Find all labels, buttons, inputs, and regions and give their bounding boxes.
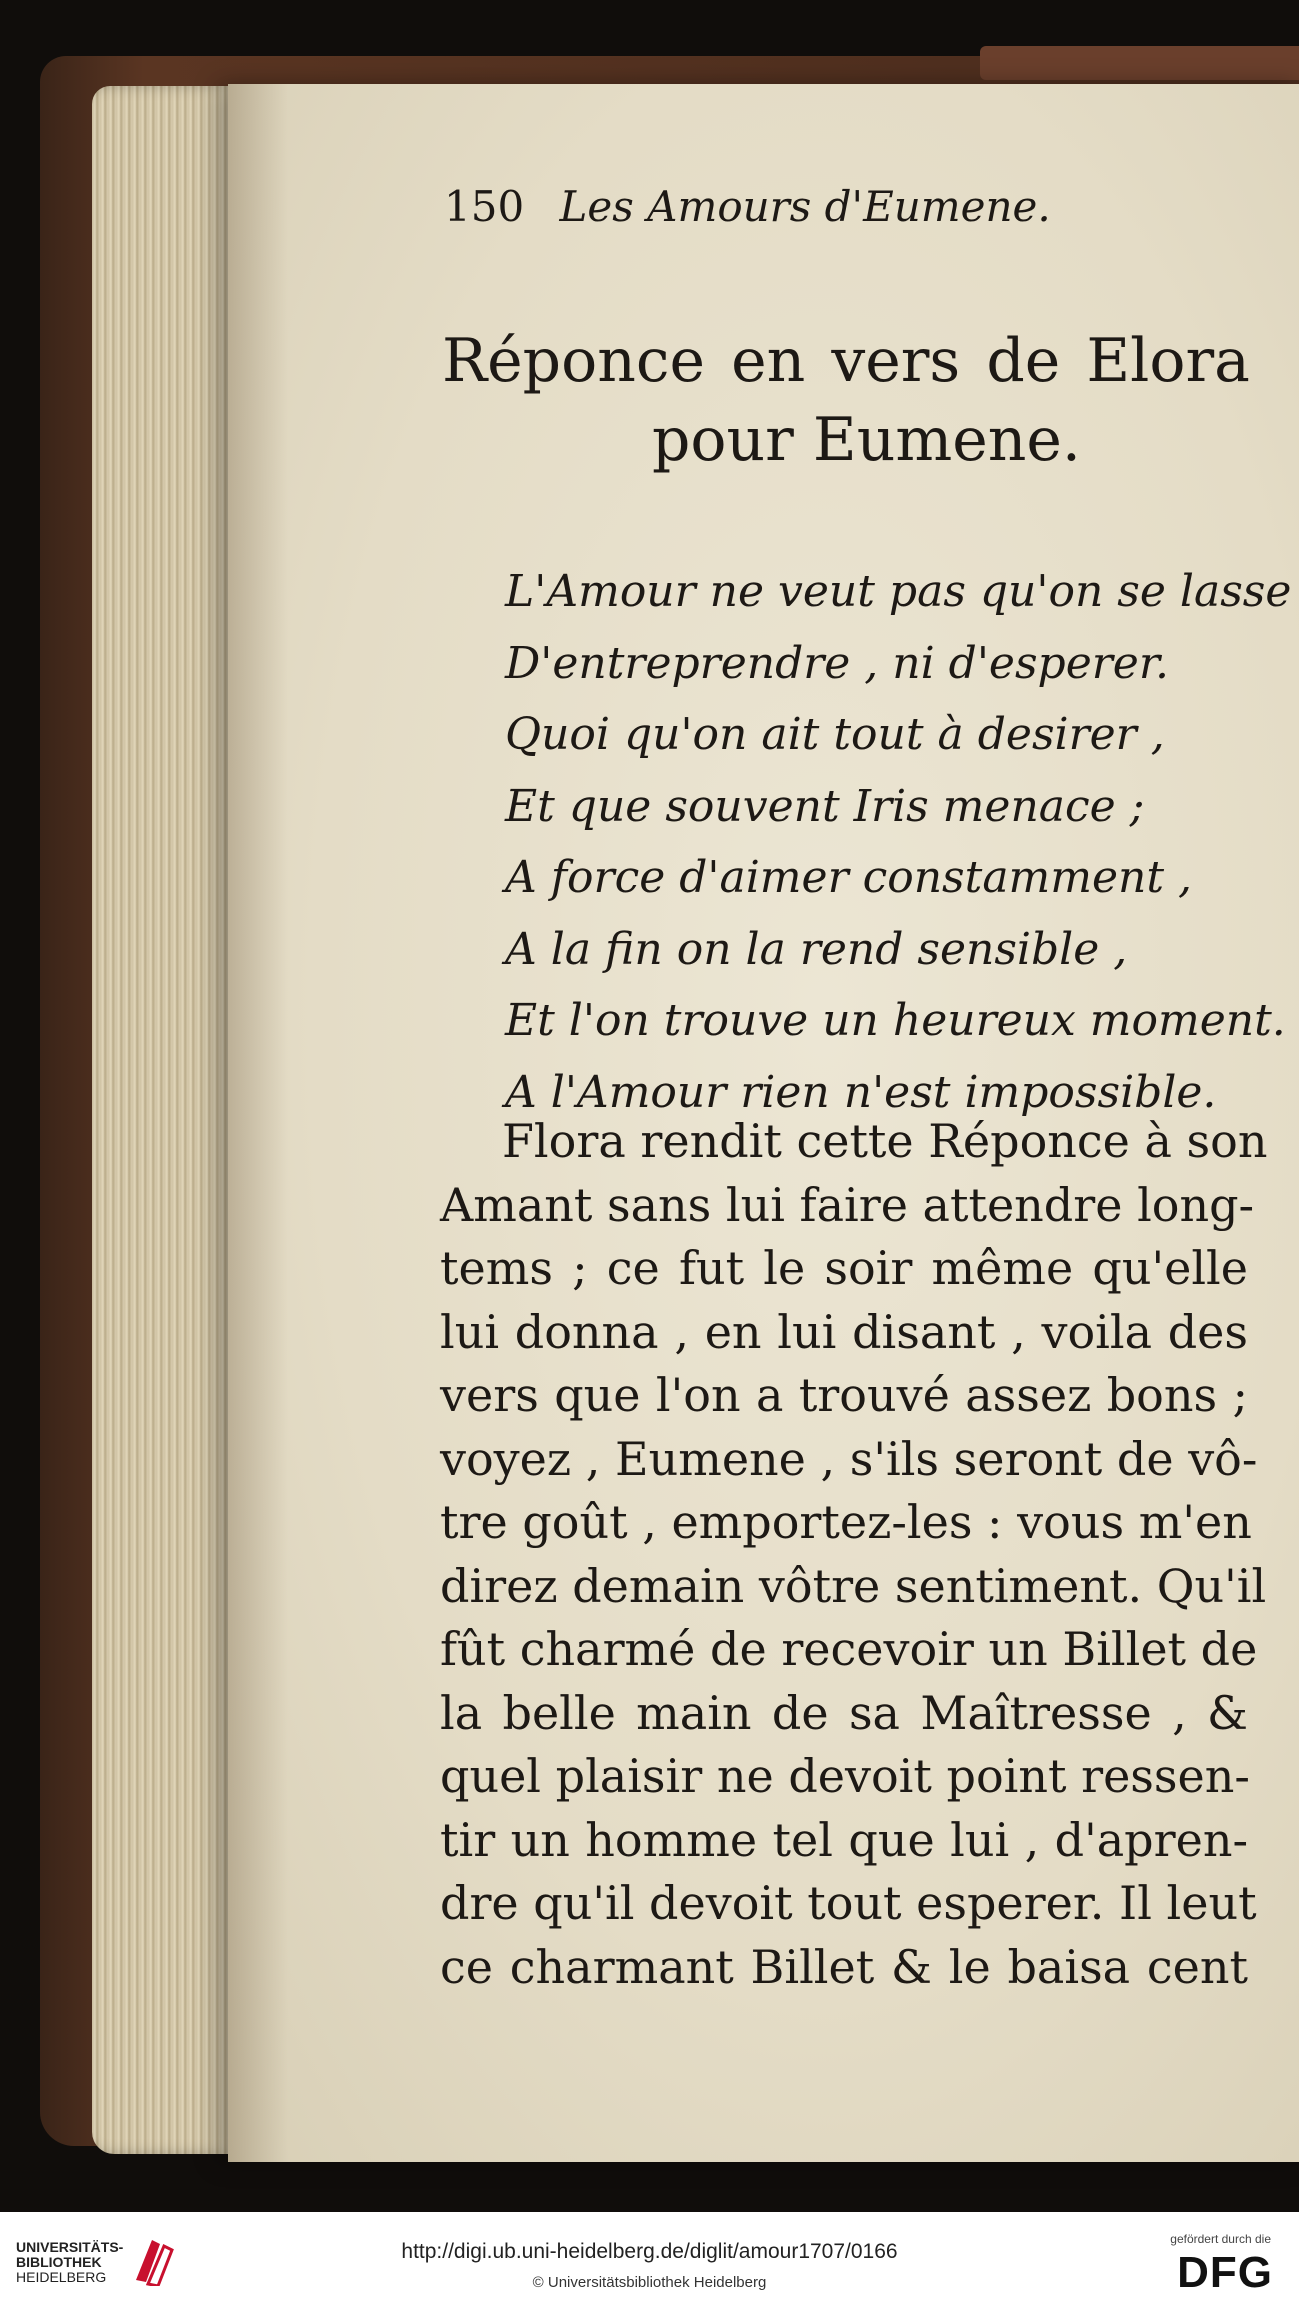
page-gutter-shadow xyxy=(228,84,288,2162)
prose-line: Flora rendit cette Réponce à son xyxy=(502,1114,1268,1168)
prose-line: fût charmé de recevoir un Billet de xyxy=(440,1622,1258,1676)
prose-line: ce charmant Billet & le baisa cent xyxy=(440,1939,1248,1994)
prose-line: quel plaisir ne devoit point ressen- xyxy=(440,1749,1250,1803)
verse-line: Et que souvent Iris menace ; xyxy=(505,780,1145,832)
heading-line-2: pour Eumene. xyxy=(652,405,1081,475)
running-head xyxy=(444,182,1051,231)
heading-word: en xyxy=(731,326,806,396)
verse-line: L'Amour ne veut pas qu'on se lasse xyxy=(505,566,1292,617)
copyright-notice: © Universitätsbibliothek Heidelberg xyxy=(532,2274,767,2291)
dfg-logo: DFG xyxy=(1177,2248,1273,2297)
prose-line: voyez , Eumene , s'ils seront de vô- xyxy=(440,1431,1258,1486)
permalink-url[interactable]: http://digi.ub.uni-heidelberg.de/diglit/amour1707/0166 xyxy=(401,2240,898,2263)
heading-word: de xyxy=(986,326,1061,396)
verse-line: Et l'on trouve un heureux moment. xyxy=(505,995,1286,1046)
verse-line: D'entreprendre , ni d'esperer. xyxy=(505,637,1170,689)
prose-line: tir un homme tel que lui , d'apren- xyxy=(440,1812,1248,1867)
heading-word: vers xyxy=(831,326,961,396)
verse-line: A l'Amour rien n'est impossible. xyxy=(505,1066,1217,1118)
prose-line: tre goût , emportez-les : vous m'en xyxy=(440,1495,1252,1549)
heading-word: Réponce xyxy=(442,326,705,396)
prose-line: dre qu'il devoit tout esperer. Il leut xyxy=(440,1876,1257,1930)
page-number: 150 xyxy=(444,182,525,231)
heading-word: Elora xyxy=(1086,326,1250,396)
library-line: UNIVERSITÄTS- xyxy=(16,2239,124,2255)
prose-line: vers que l'on a trouvé assez bons ; xyxy=(440,1368,1248,1422)
heading-line-1 xyxy=(442,326,1250,396)
library-line: BIBLIOTHEK xyxy=(16,2254,102,2270)
prose-line: tems ; ce fut le soir même qu'elle xyxy=(440,1241,1248,1295)
library-line: HEIDELBERG xyxy=(16,2269,107,2285)
verse-line: A la fin on la rend sensible , xyxy=(505,923,1128,975)
binding-strap xyxy=(980,46,1299,80)
prose-line: lui donna , en lui disant , voila des xyxy=(440,1304,1248,1359)
verse-block xyxy=(505,556,1291,1128)
verse-line: A force d'aimer constamment , xyxy=(505,852,1193,903)
prose-paragraph xyxy=(440,1110,1268,1999)
running-title: Les Amours d'Eumene. xyxy=(559,182,1051,231)
funding-label: gefördert durch die xyxy=(1170,2232,1271,2246)
prose-line: Amant sans lui faire attendre long- xyxy=(440,1177,1255,1232)
viewer-footer xyxy=(0,2212,1299,2307)
verse-line: Quoi qu'on ait tout à desirer , xyxy=(505,709,1165,760)
prose-line: la belle main de sa Maîtresse , & xyxy=(440,1685,1248,1740)
prose-line: direz demain vôtre sentiment. Qu'il xyxy=(440,1558,1267,1613)
